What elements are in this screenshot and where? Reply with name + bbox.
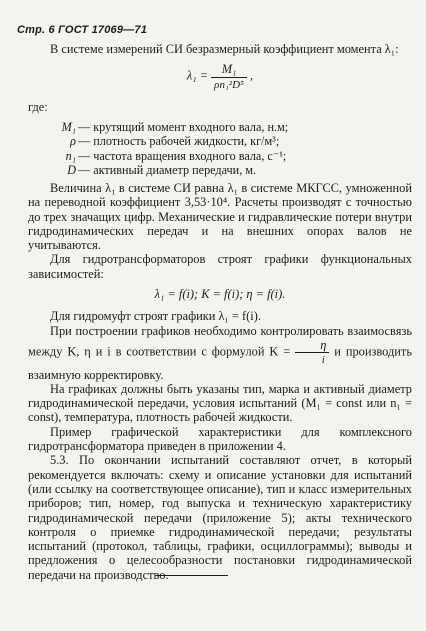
paragraph-graph-requirements: На графиках должны быть указаны тип, марка и активный диаметр гидродинамической передачи, условия испытаний (M₁ = const или n₁ = const), температура, плотность рабочей жидкости. [28,381,412,425]
page-header: Стр. 6 ГОСТ 17069—71 [17,24,148,36]
glossary-item [52,163,412,177]
where-label: где: [28,99,48,114]
glossary-symbol: ρ [70,134,76,149]
glossary-symbol: n₁ [65,148,76,163]
paragraph-fluid-coupling-graphs: Для гидромуфт строят графики λ₁ = f(i). [50,309,261,324]
glossary-symbol: D [67,162,76,177]
formula-lambda [28,62,412,92]
glossary-item [52,134,412,148]
formula-lambda-end: , [249,68,254,83]
glossary-symbol: M₁ [61,120,76,135]
paragraph-test-report: 5.3. По окончании испытаний составляют отчет, в который рекомендуется включать: схему и описание установки для испытаний (или ссылку на соответствующее описание), тип и класс измерительных приборов; тип, номер, год выпуска и техническую характеристику гидродинамической передачи (приложение 5); акты технического контроля о приемке гидродинамической передачи; результаты испытаний (протокол, таблицы, графики, осциллограммы); выводы и предложения о целесообразности постановки гидродинамической передачи на производство. [28,453,412,582]
formula-k-denominator: i [321,354,325,367]
glossary-text: — крутящий момент входного вала, н.м; [78,120,289,135]
interrelation-text-end: и производить взаимную корректировку. [28,344,413,382]
paragraph-moment-coefficient: В системе измерений СИ безразмерный коэффициент момента λ₁: [50,42,399,56]
glossary-text: — частота вращения входного вала, с⁻¹; [78,148,287,163]
glossary-text: — плотность рабочей жидкости, кг/м³; [78,134,280,149]
formula-lambda-lhs: λ₁ = [186,68,209,83]
interrelation-text: При построении графиков необходимо контролировать взаимосвязь между K, η и i в соответствии с формулой K = [28,323,412,359]
glossary-item [52,120,412,134]
formula-k-fraction [295,338,329,368]
symbol-glossary [28,120,412,177]
formula-lambda-denominator: ρn₁²D⁵ [214,78,244,91]
paragraph-interrelation-control [28,324,412,382]
glossary-item [52,149,412,163]
formula-functional-dependencies: λ₁ = f(i); K = f(i); η = f(i). [154,287,286,302]
formula-lambda-numerator: M₁ [211,62,247,77]
paragraph-torque-converter-graphs: Для гидротрансформаторов строят графики функциональных зависимостей: [28,252,412,281]
glossary-text: — активный диаметр передачи, м. [78,162,257,177]
paragraph-si-conversion: Величина λ₁ в системе СИ равна λ₁ в системе МКГСС, умноженной на переводной коэффициент 3,53·10⁴. Расчеты производят с точностью до трех значащих цифр. Механические и гидравлические потери внутри гидродинамических передач и на внешних опорах валов не учитываются. [28,181,412,253]
document-body [28,42,412,582]
formula-k-numerator: η [295,338,329,353]
formula-lambda-fraction [211,62,247,92]
paragraph-example-reference: Пример графической характеристики для комплексного гидротрансформатора приведен в приложении 4. [28,424,412,454]
closing-rule [156,575,228,576]
